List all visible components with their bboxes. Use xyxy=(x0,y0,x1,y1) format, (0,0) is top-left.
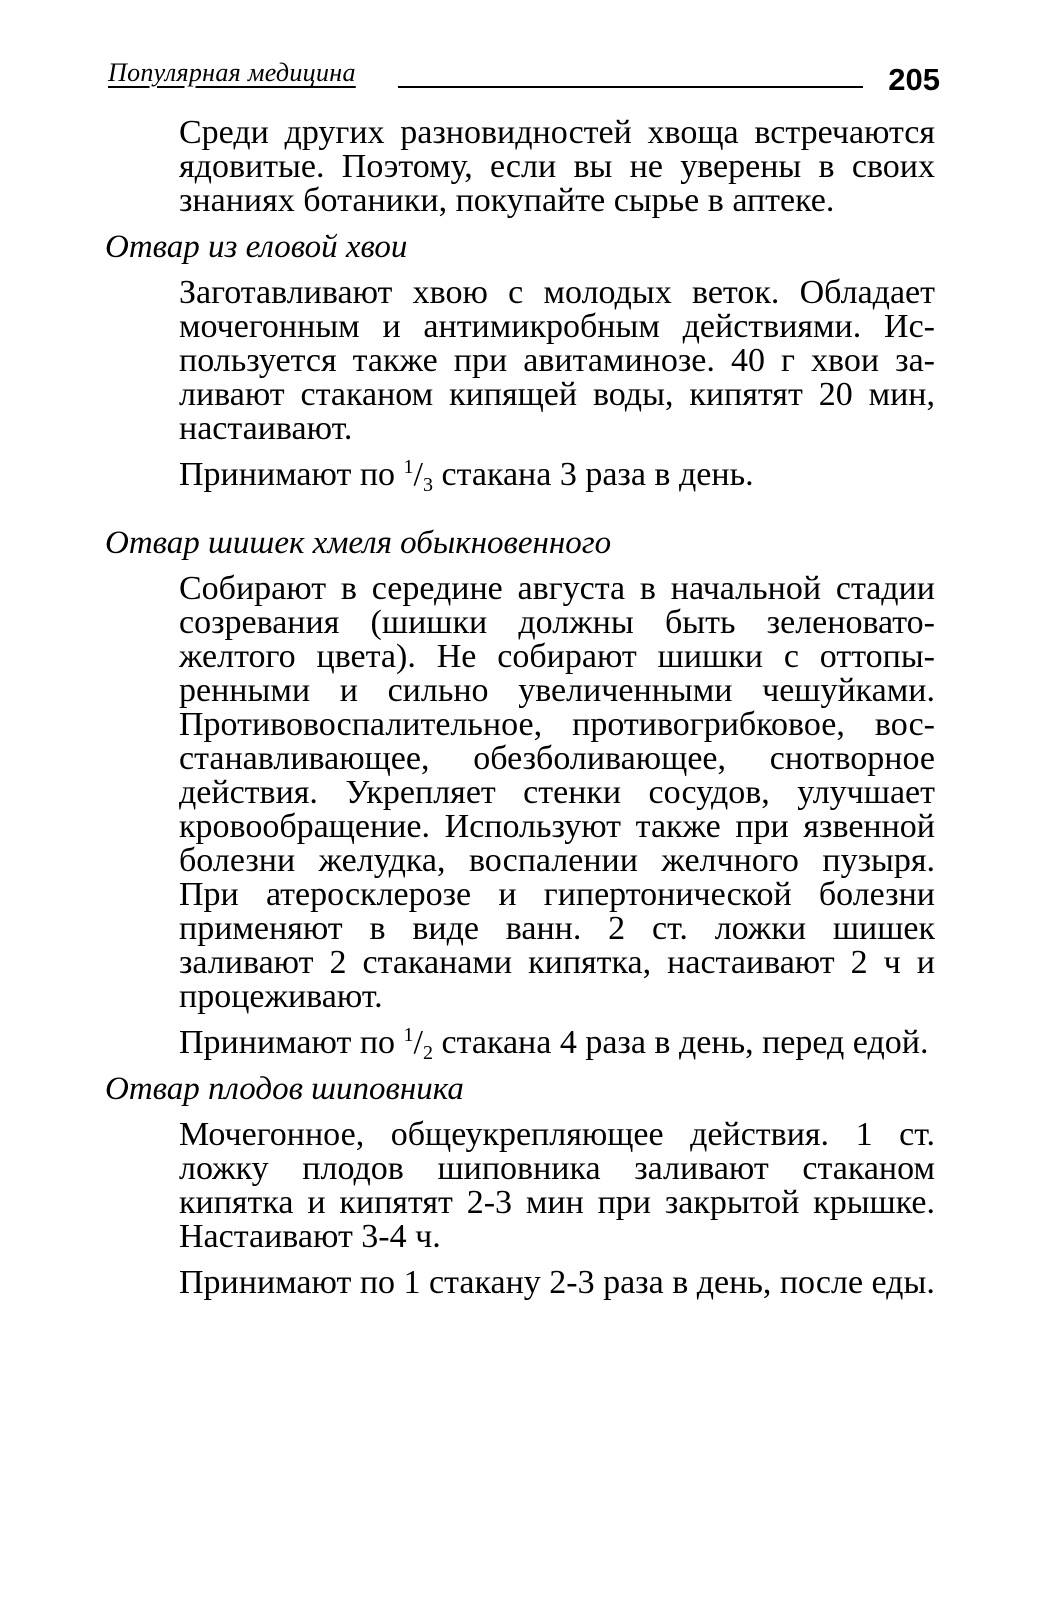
fraction-numerator: 1 xyxy=(403,456,414,478)
dosage-paragraph: Принимают по $^1/_2$ стакана 4 раза в день, перед едой. xyxy=(179,1024,929,1064)
fraction-numerator: 1 xyxy=(403,1024,414,1046)
page-number: 205 xyxy=(888,62,940,97)
section-rosehip xyxy=(105,1072,935,1300)
section-heading: Отвар шишек хмеля обыкновенного xyxy=(105,525,612,561)
running-head xyxy=(108,56,940,102)
section-body: Собирают в середине августа в начальной стадии созревания (шишки должны быть зеленовато-желтого цвета). Не собирают шишки с оттопыренными и сильно увеличенными чешуйками. Противовоспалительное, противогрибковое, восстанавливающее, обезболивающее, снотворное действия. Укрепляет стенки сосудов, улучшает кровообращение. Используют также при язвенной болезни желудка, воспалении желчного пузыря. При атеросклерозе и гипертонической болезни применяют в виде ванн. 2 ст. ложки шишек заливают 2 стаканами кипятка, настаивают 2 ч и процеживают. xyxy=(179,570,935,1015)
fraction-denominator: 2 xyxy=(422,1042,433,1064)
dosage-paragraph: Принимают по 1 стакану 2-3 раза в день, после еды. xyxy=(179,1264,935,1301)
section-body: Мочегонное, общеукрепляющее действия. 1 ст. ложку плодов шиповника заливают стаканом кипятка и кипятят 2-3 мин при закрытой крышке. Настаивают 3-4 ч. xyxy=(179,1116,935,1255)
section-heading: Отвар из еловой хвои xyxy=(105,229,408,265)
section-spruce-needles xyxy=(105,229,935,496)
header-rule xyxy=(398,86,863,88)
dosage-suffix: стакана 3 раза в день. xyxy=(432,456,754,493)
fraction-denominator: 3 xyxy=(422,474,433,496)
section-heading: Отвар плодов шиповника xyxy=(105,1071,464,1107)
section-body: Заготавливают хвою с молодых веток. Обладает мочегонным и антимикробным действиями. Используется также при авитаминозе. 40 г хвои заливают стаканом кипящей воды, кипятят 20 мин, настаивают. xyxy=(179,274,935,447)
intro-paragraph: Среди других разновидностей хвоща встречаются ядовитые. Поэтому, если вы не уверены в своих знаниях ботаники, покупайте сырье в аптеке. xyxy=(179,114,935,219)
dosage-paragraph: Принимают по $^1/_3$ стакана 3 раза в день. xyxy=(179,456,754,496)
running-title: Популярная медицина xyxy=(108,58,356,87)
dosage-suffix: стакана 4 раза в день, перед едой. xyxy=(432,1024,929,1061)
page-content xyxy=(105,116,935,1312)
section-hop-cones xyxy=(105,525,935,1064)
dosage-prefix: Принимают по xyxy=(179,456,404,493)
dosage-prefix: Принимают по xyxy=(179,1024,404,1061)
